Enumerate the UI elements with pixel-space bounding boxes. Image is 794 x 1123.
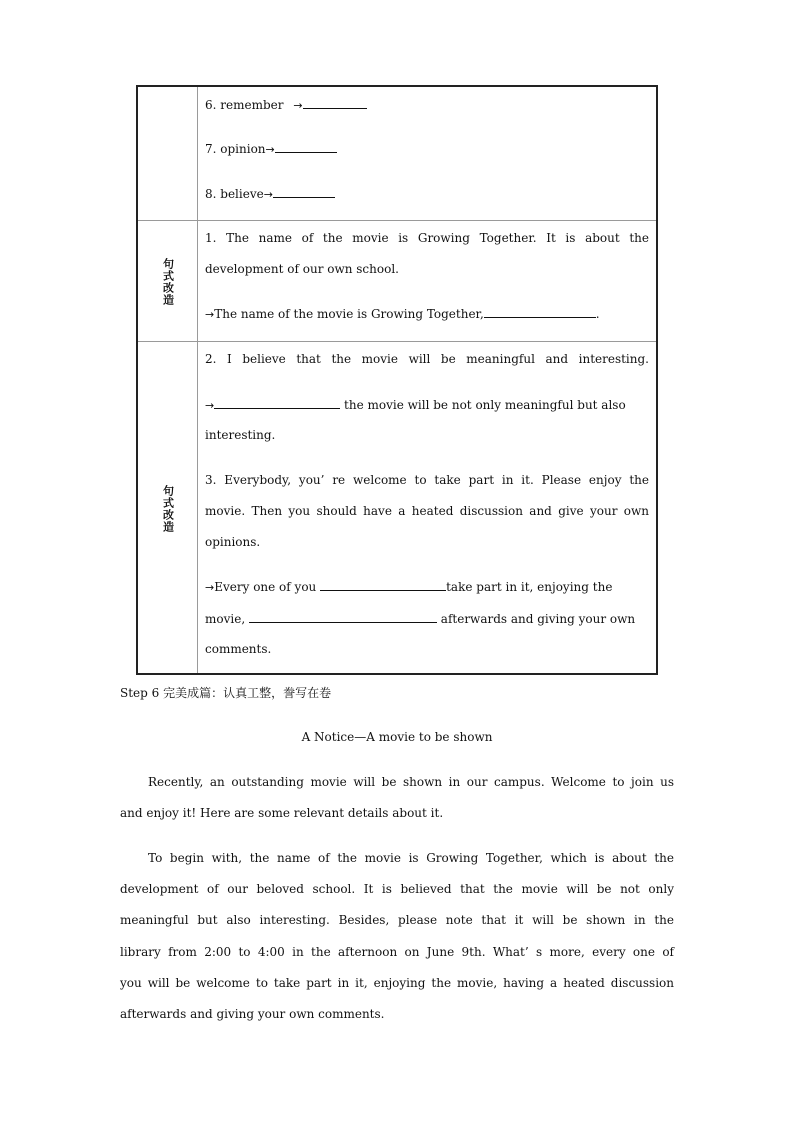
step-heading — [120, 684, 331, 701]
paragraph-line: library from 2:00 to 4:00 in the afternoon on June 9th. What’ s more, every one of — [120, 945, 674, 959]
rewrite-line: →The name of the movie is Growing Together, . — [205, 307, 600, 321]
notice-title: A Notice—A movie to be shown — [301, 730, 493, 744]
word-item-remember: 6. remember → — [205, 96, 649, 114]
exercise-table — [136, 85, 658, 675]
answer-blank[interactable] — [214, 396, 340, 409]
notice-paragraph-2 — [120, 850, 674, 1030]
step-text: 完美成篇：认真工整，誊写在卷 — [163, 686, 332, 700]
sentence-text: 2. I believe that the movie will be meaningful and interesting. — [205, 352, 649, 366]
row-label: 句式改造 — [161, 485, 175, 533]
rewrite-line: → the movie will be not only meaningful but also — [205, 398, 626, 412]
step-prefix: Step 6 — [120, 686, 160, 700]
paragraph-line: Recently, an outstanding movie will be shown in our campus. Welcome to join us — [148, 775, 674, 789]
rewrite-line: →Every one of you take part in it, enjoying the — [205, 580, 613, 594]
answer-blank[interactable] — [275, 140, 337, 153]
answer-blank[interactable] — [484, 305, 596, 318]
sentence-text: movie. Then you should have a heated discussion and give your own — [205, 504, 649, 518]
answer-blank[interactable] — [273, 185, 335, 198]
answer-blank[interactable] — [320, 578, 446, 591]
notice-paragraph-1 — [120, 774, 674, 834]
row-label: 句式改造 — [161, 257, 175, 306]
table-row-sentence-rewrite-2 — [138, 341, 656, 676]
paragraph-line: development of our beloved school. It is believed that the movie will be not only — [120, 882, 674, 896]
sentence-text: interesting. — [205, 428, 276, 442]
table-row-word-forms — [138, 87, 656, 220]
paragraph-line: afterwards and giving your own comments. — [120, 1007, 385, 1021]
paragraph-line: and enjoy it! Here are some relevant details about it. — [120, 806, 444, 820]
table-row-sentence-rewrite-1 — [138, 220, 656, 342]
answer-blank[interactable] — [249, 610, 437, 623]
sentence-text: 3. Everybody, you’ re welcome to take part in it. Please enjoy the — [205, 473, 649, 487]
sentence-text: development of our own school. — [205, 262, 399, 276]
sentence-text: 1. The name of the movie is Growing Together. It is about the — [205, 231, 649, 245]
answer-blank[interactable] — [303, 96, 367, 109]
paragraph-line: To begin with, the name of the movie is Growing Together, which is about the — [148, 851, 674, 865]
sentence-text: opinions. — [205, 535, 261, 549]
word-item-opinion: 7. opinion→ — [205, 140, 649, 158]
paragraph-line: meaningful but also interesting. Besides, please note that it will be shown in the — [120, 913, 674, 927]
paragraph-line: you will be welcome to take part in it, enjoying the movie, having a heated discussion — [120, 976, 674, 990]
sentence-text: comments. — [205, 642, 272, 656]
word-item-believe: 8. believe→ — [205, 185, 649, 203]
rewrite-line: movie, afterwards and giving your own — [205, 612, 636, 626]
